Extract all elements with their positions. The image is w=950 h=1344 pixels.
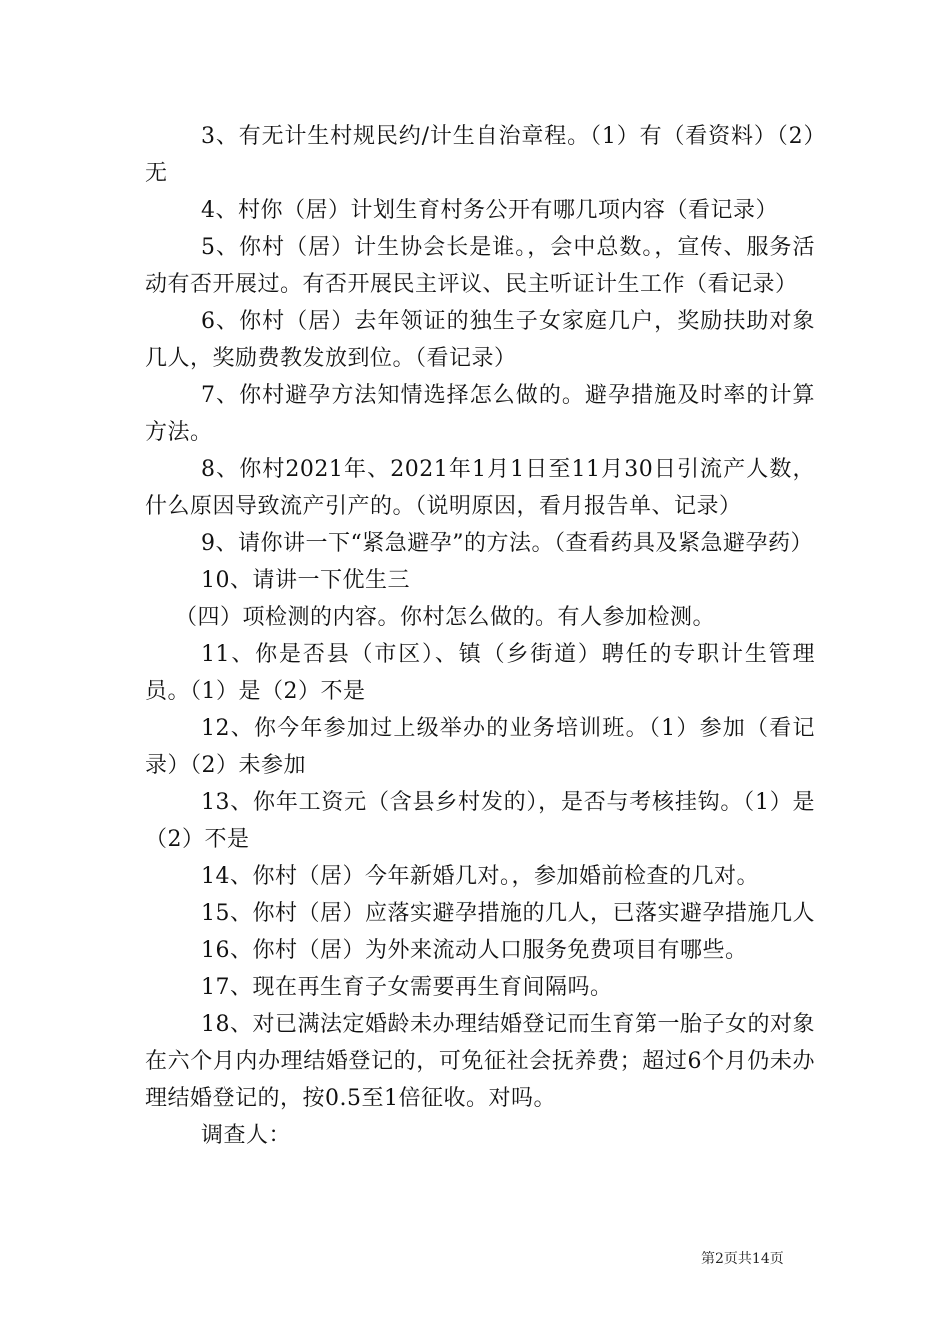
question-15: 15、你村（居）应落实避孕措施的几人，已落实避孕措施几人: [201, 901, 815, 926]
question-5: 5、你村（居）计生协会长是谁。，会中总数。，宣传、服务活动有否开展过。有否开展民主评议、民主听证计生工作（看记录）: [145, 235, 815, 297]
question-10-continued: （四）项检测的内容。你村怎么做的。有人参加检测。: [175, 605, 716, 630]
question-3: 3、有无计生村规民约/计生自治章程。（1）有（看资料）（2）无: [145, 124, 815, 186]
question-18: 18、对已满法定婚龄未办理结婚登记而生育第一胎子女的对象在六个月内办理结婚登记的，可免征社会抚养费；超过6个月仍未办理结婚登记的，按0.5至1倍征收。对吗。: [145, 1012, 815, 1111]
page-number: 第2页共14页: [701, 1251, 784, 1267]
question-10: 10、请讲一下优生三: [201, 568, 410, 593]
question-4: 4、村你（居）计划生育村务公开有哪几项内容（看记录）: [201, 198, 778, 223]
question-9: 9、请你讲一下“紧急避孕”的方法。（查看药具及紧急避孕药）: [201, 531, 813, 556]
question-17: 17、现在再生育子女需要再生育间隔吗。: [201, 975, 613, 1000]
question-7: 7、你村避孕方法知情选择怎么做的。避孕措施及时率的计算方法。: [145, 383, 815, 445]
question-13: 13、你年工资元（含县乡村发的），是否与考核挂钩。（1）是（2）不是: [145, 790, 815, 852]
question-12: 12、你今年参加过上级举办的业务培训班。（1）参加（看记录）（2）未参加: [145, 716, 815, 778]
investigator-signature-line: 调查人：: [201, 1123, 292, 1148]
question-8: 8、你村2021年、2021年1月1日至11月30日引流产人数，什么原因导致流产引产的。（说明原因，看月报告单、记录）: [145, 457, 815, 519]
question-16: 16、你村（居）为外来流动人口服务免费项目有哪些。: [201, 938, 748, 963]
question-6: 6、你村（居）去年领证的独生子女家庭几户，奖励扶助对象几人，奖励费教发放到位。（看记录）: [145, 309, 815, 371]
question-11: 11、你是否县（市区）、镇（乡街道）聘任的专职计生管理员。（1）是（2）不是: [145, 642, 815, 704]
document-body: [145, 118, 815, 1154]
question-14: 14、你村（居）今年新婚几对。，参加婚前检查的几对。: [201, 864, 759, 889]
